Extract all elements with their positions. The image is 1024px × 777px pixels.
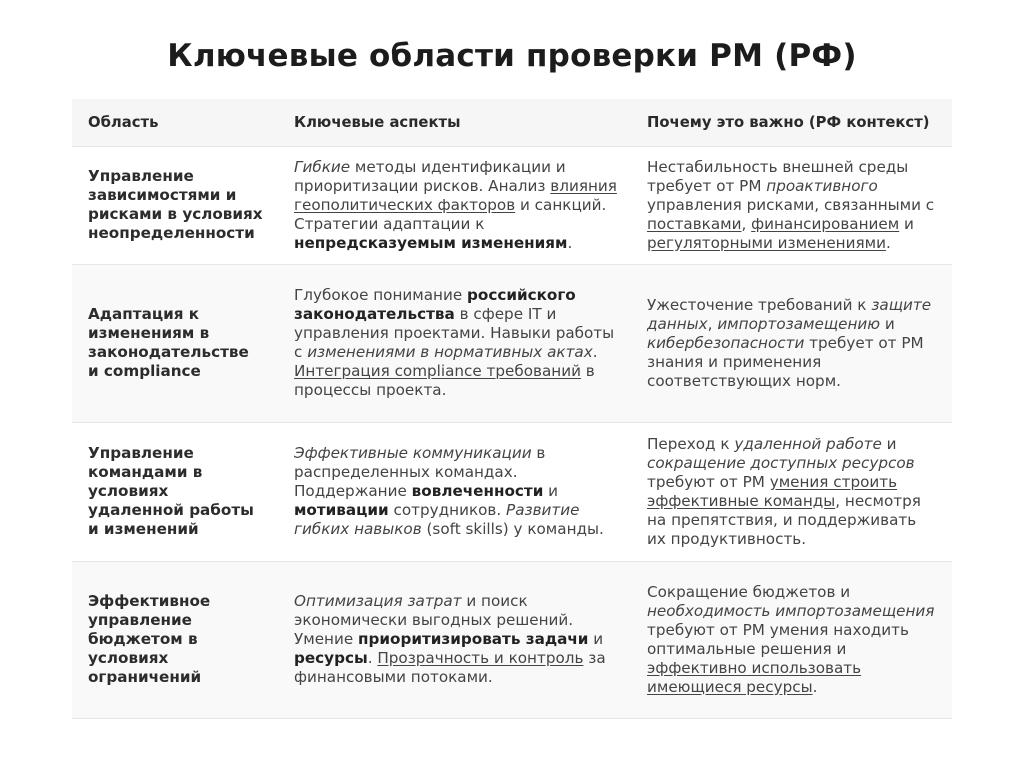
text-bold: российского законодательства	[294, 286, 576, 323]
table-row	[72, 264, 952, 422]
text-italic: Гибкие	[294, 157, 351, 176]
text: и	[880, 314, 895, 333]
table-row	[72, 146, 952, 264]
text-bold: мотивации	[294, 501, 389, 519]
page-title: Ключевые области проверки РМ (РФ)	[167, 38, 857, 74]
text-bold: приоритизировать задачи	[358, 630, 589, 648]
text: Глубокое понимание	[294, 286, 468, 304]
text: Ужесточение требований к	[647, 295, 872, 314]
text: и	[588, 630, 604, 648]
table-row	[72, 561, 952, 718]
text: и	[899, 214, 914, 233]
row-area: Эффективное управление бюджетом в условиях ограничений	[72, 561, 278, 718]
text-underlined: регуляторными изменениями	[647, 233, 886, 252]
text-italic: Развитие гибких навыков	[294, 501, 580, 538]
text-italic: сокращение доступных ресурсов	[647, 453, 915, 472]
text: требуют от РМ умения находить оптимальные решения и	[647, 620, 909, 658]
text: за финансовыми потоками.	[294, 649, 606, 686]
header-area: Область	[72, 99, 278, 146]
row-area: Адаптация к изменениям в законодательстве и compliance	[72, 264, 278, 422]
table-row	[72, 422, 952, 561]
text: требуют от РМ	[647, 472, 770, 491]
header-aspects: Ключевые аспекты	[278, 99, 631, 146]
text-bold: ресурсы	[294, 649, 368, 667]
row-aspects	[278, 264, 631, 422]
text: и	[543, 482, 559, 500]
row-why	[631, 561, 952, 718]
text: Нестабильность внешней среды требует от РМ	[647, 157, 909, 195]
row-aspects	[278, 561, 631, 718]
text: .	[592, 343, 598, 361]
text-italic: изменениями в нормативных актах	[307, 343, 593, 361]
text: требует от РМ знания и применения соответствующих норм.	[647, 333, 924, 390]
text-underlined: финансированием	[751, 214, 900, 233]
row-why	[631, 264, 952, 422]
text: и санкций. Стратегии адаптации к	[294, 195, 607, 233]
text-italic: необходимость импортозамещения	[647, 601, 935, 620]
text: и	[881, 434, 897, 453]
areas-table	[72, 99, 952, 719]
row-area: Управление зависимостями и рисками в условиях неопределенности	[72, 146, 278, 264]
text-underlined: Прозрачность и контроль	[377, 649, 584, 667]
text: Переход к	[647, 434, 735, 453]
text: ,	[741, 214, 752, 233]
text: в процессы проекта.	[294, 362, 595, 399]
text: в сфере IT и управления проектами. Навыки работы с	[294, 305, 615, 361]
table-header-row	[72, 99, 952, 146]
row-area: Управление командами в условиях удаленной работы и изменений	[72, 422, 278, 561]
header-why: Почему это важно (РФ контекст)	[631, 99, 952, 146]
text: управления рисками, связанными с	[647, 195, 935, 214]
text-italic: Эффективные коммуникации	[294, 444, 532, 462]
text-underlined: Интеграция compliance требований	[294, 362, 581, 380]
text: (soft skills) у команды.	[421, 520, 604, 538]
text-italic: кибербезопасности	[647, 333, 805, 352]
row-why	[631, 422, 952, 561]
text-underlined: поставками	[647, 214, 742, 233]
text: .	[567, 233, 573, 252]
text: и поиск экономически выгодных решений. Умение	[294, 592, 574, 648]
text-underlined: умения строить эффективные команды	[647, 472, 898, 510]
text: Сокращение бюджетов и	[647, 582, 851, 601]
text-italic: удаленной работе	[734, 434, 882, 453]
text-underlined: эффективно использовать имеющиеся ресурсы	[647, 658, 862, 696]
row-why	[631, 146, 952, 264]
text-italic: импортозамещению	[717, 314, 881, 333]
row-aspects	[278, 422, 631, 561]
text-bold: непредсказуемым изменениям	[294, 233, 568, 252]
text: сотрудников.	[388, 501, 507, 519]
text: , несмотря на препятствия, и поддерживать их продуктивность.	[647, 491, 921, 548]
text-underlined: влияния геополитических факторов	[294, 176, 617, 214]
text-italic: проактивного	[766, 176, 878, 195]
text: ,	[707, 314, 718, 333]
row-aspects	[278, 146, 631, 264]
text: методы идентификации и приоритизации рисков. Анализ	[294, 157, 566, 195]
text: .	[812, 677, 818, 696]
text-bold: вовлеченности	[411, 482, 544, 500]
text: .	[367, 649, 378, 667]
text-italic: защите данных	[647, 295, 932, 333]
text: в распределенных командах. Поддержание	[294, 444, 546, 500]
text: .	[885, 233, 891, 252]
text-italic: Оптимизация затрат	[294, 592, 462, 610]
